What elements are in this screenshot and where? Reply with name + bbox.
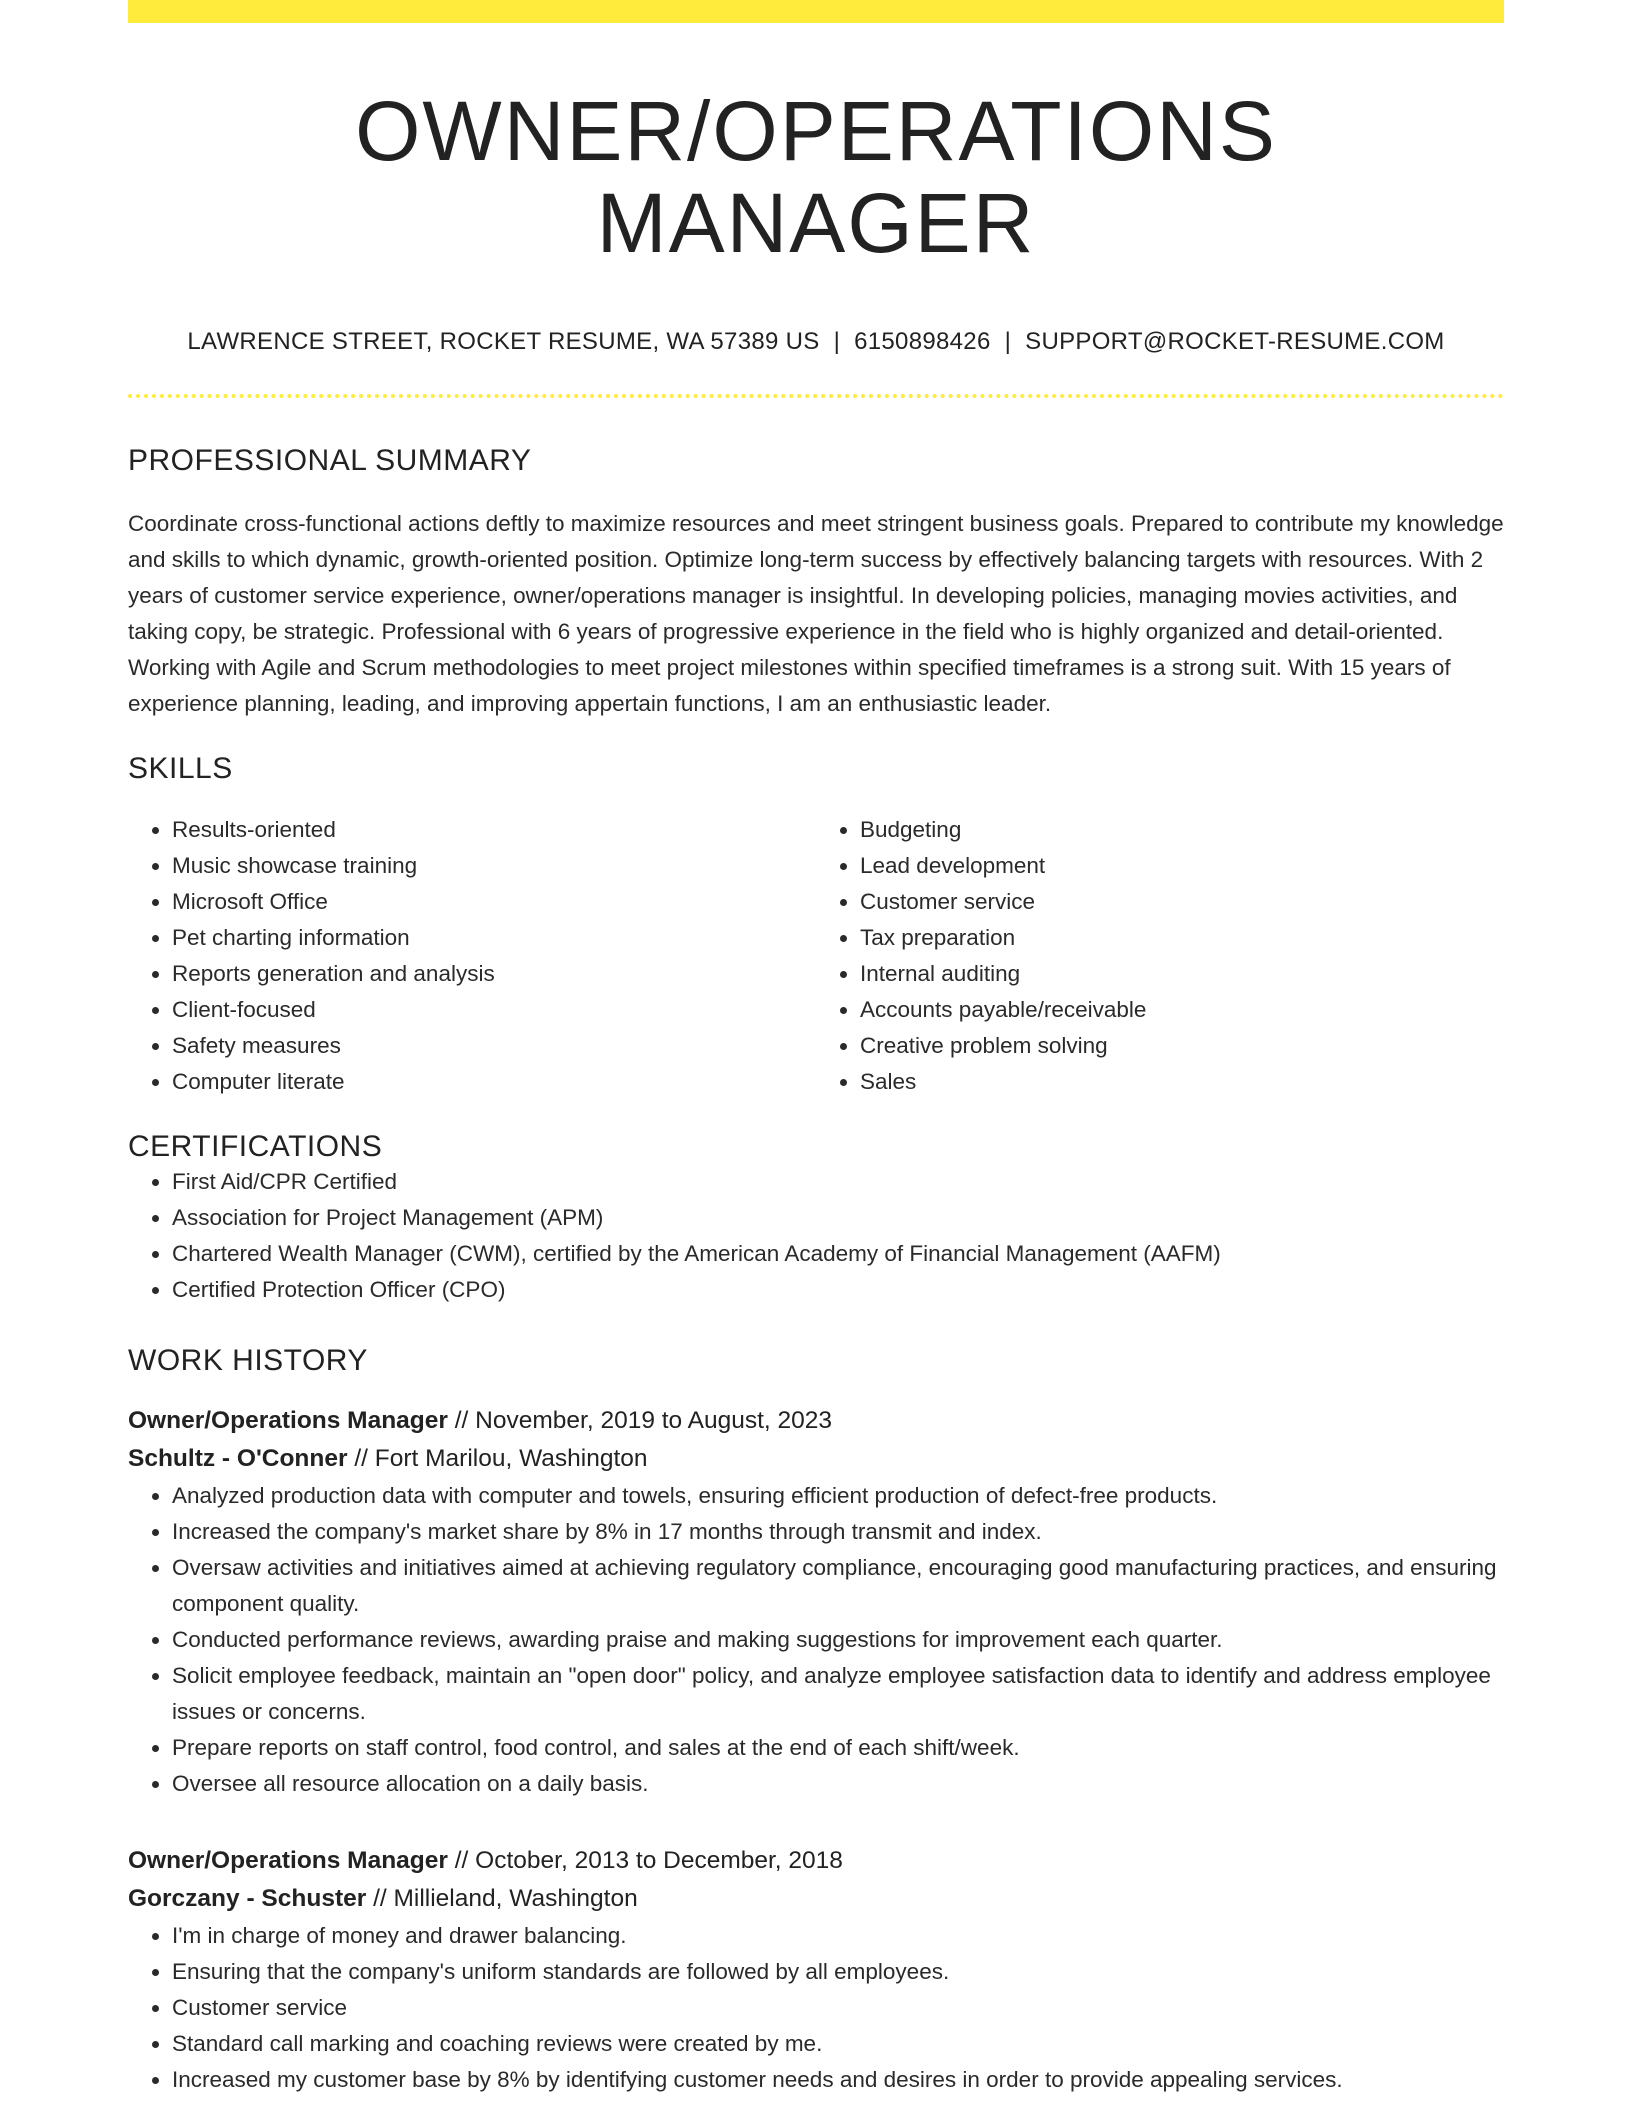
skill-item: • Reports generation and analysis bbox=[172, 956, 816, 992]
contact-phone: 6150898426 bbox=[854, 327, 991, 355]
certification-item: • Certified Protection Officer (CPO) bbox=[172, 1272, 1504, 1308]
skill-item: • Internal auditing bbox=[860, 956, 1504, 992]
skill-item: • Budgeting bbox=[860, 812, 1504, 848]
job-dates: // November, 2019 to August, 2023 bbox=[447, 1406, 833, 1434]
job-location: // Millieland, Washington bbox=[366, 1884, 638, 1912]
job-bullet: • I'm in charge of money and drawer balancing. bbox=[172, 1918, 1504, 1954]
job-bullet: • Solicit employee feedback, maintain an "open door" policy, and analyze employee satisfaction data to identify and address employee issues or concerns. bbox=[172, 1658, 1504, 1730]
skill-item: • Microsoft Office bbox=[172, 884, 816, 920]
certifications-list bbox=[128, 1164, 1504, 1308]
job-bullet: • Oversee all resource allocation on a daily basis. bbox=[172, 1766, 1504, 1802]
skills-heading: SKILLS bbox=[128, 751, 233, 785]
job-bullet: • Standard call marking and coaching reviews were created by me. bbox=[172, 2026, 1504, 2062]
skills-left-list bbox=[128, 812, 816, 1100]
contact-separator: | bbox=[833, 327, 841, 355]
contact-separator: | bbox=[1004, 327, 1012, 355]
accent-top-bar bbox=[128, 0, 1504, 23]
job-location: // Fort Marilou, Washington bbox=[347, 1444, 648, 1472]
contact-email[interactable]: SUPPORT@ROCKET-RESUME.COM bbox=[1025, 327, 1445, 355]
job-bullet: • Prepare reports on staff control, food control, and sales at the end of each shift/week. bbox=[172, 1730, 1504, 1766]
skill-item: • Sales bbox=[860, 1064, 1504, 1100]
job-role: Owner/Operations Manager bbox=[128, 1406, 448, 1434]
certification-item: • Association for Project Management (APM) bbox=[172, 1200, 1504, 1236]
job-bullet: • Analyzed production data with computer and towels, ensuring efficient production of defect-free products. bbox=[172, 1478, 1504, 1514]
skill-item: • Client-focused bbox=[172, 992, 816, 1028]
certification-item: • First Aid/CPR Certified bbox=[172, 1164, 1504, 1200]
job-bullet: • Ensuring that the company's uniform standards are followed by all employees. bbox=[172, 1954, 1504, 1990]
skill-item: • Tax preparation bbox=[860, 920, 1504, 956]
skill-item: • Computer literate bbox=[172, 1064, 816, 1100]
resume-page bbox=[128, 0, 1504, 2098]
resume-title: OWNER/OPERATIONS MANAGER bbox=[355, 84, 1277, 271]
skills-right-list bbox=[816, 812, 1504, 1100]
skill-item: • Pet charting information bbox=[172, 920, 816, 956]
job-bullets bbox=[128, 1478, 1504, 1802]
job-company-line bbox=[128, 1440, 1504, 1478]
certifications-heading: CERTIFICATIONS bbox=[128, 1129, 383, 1163]
job-bullet: • Increased the company's market share by 8% in 17 months through transmit and index. bbox=[172, 1514, 1504, 1550]
job-entry bbox=[128, 1402, 1504, 1802]
skill-item: • Customer service bbox=[860, 884, 1504, 920]
job-role: Owner/Operations Manager bbox=[128, 1846, 448, 1874]
work-history-heading: WORK HISTORY bbox=[128, 1343, 368, 1377]
job-bullet: • Customer service bbox=[172, 1990, 1504, 2026]
job-bullet: • Increased my customer base by 8% by identifying customer needs and desires in order to provide appealing services. bbox=[172, 2062, 1504, 2098]
job-dates: // October, 2013 to December, 2018 bbox=[447, 1846, 843, 1874]
job-role-line bbox=[128, 1402, 1504, 1440]
skills-columns bbox=[128, 812, 1504, 1100]
job-entry bbox=[128, 1842, 1504, 2098]
summary-heading: PROFESSIONAL SUMMARY bbox=[128, 443, 532, 477]
job-company: Schultz - O'Conner bbox=[128, 1444, 348, 1472]
job-company-line bbox=[128, 1880, 1504, 1918]
skill-item: • Safety measures bbox=[172, 1028, 816, 1064]
skill-item: • Accounts payable/receivable bbox=[860, 992, 1504, 1028]
header-divider bbox=[128, 394, 1504, 398]
skill-item: • Creative problem solving bbox=[860, 1028, 1504, 1064]
job-bullet: • Oversaw activities and initiatives aimed at achieving regulatory compliance, encouraging good manufacturing practices, and ensuring component quality. bbox=[172, 1550, 1504, 1622]
skill-item: • Lead development bbox=[860, 848, 1504, 884]
certification-item: • Chartered Wealth Manager (CWM), certified by the American Academy of Financial Management (AAFM) bbox=[172, 1236, 1504, 1272]
skill-item: • Music showcase training bbox=[172, 848, 816, 884]
job-role-line bbox=[128, 1842, 1504, 1880]
job-bullets bbox=[128, 1918, 1504, 2098]
job-company: Gorczany - Schuster bbox=[128, 1884, 367, 1912]
job-bullet: • Conducted performance reviews, awarding praise and making suggestions for improvement each quarter. bbox=[172, 1622, 1504, 1658]
contact-line bbox=[128, 328, 1504, 356]
contact-address: LAWRENCE STREET, ROCKET RESUME, WA 57389 US bbox=[187, 327, 820, 355]
skill-item: • Results-oriented bbox=[172, 812, 816, 848]
summary-text: Coordinate cross-functional actions deftly to maximize resources and meet stringent business goals. Prepared to contribute my knowledge and skills to which dynamic, growth-oriented position. Optimize long-term success by effectively balancing targets with resources. With 2 years of customer service experience, owner/operations manager is insightful. In developing policies, managing movies activities, and taking copy, be strategic. Professional with 6 years of progressive experience in the field who is highly organized and detail-oriented. Working with Agile and Scrum methodologies to meet project milestones within specified timeframes is a strong suit. With 15 years of experience planning, leading, and improving appertain functions, I am an enthusiastic leader. bbox=[128, 510, 1504, 716]
